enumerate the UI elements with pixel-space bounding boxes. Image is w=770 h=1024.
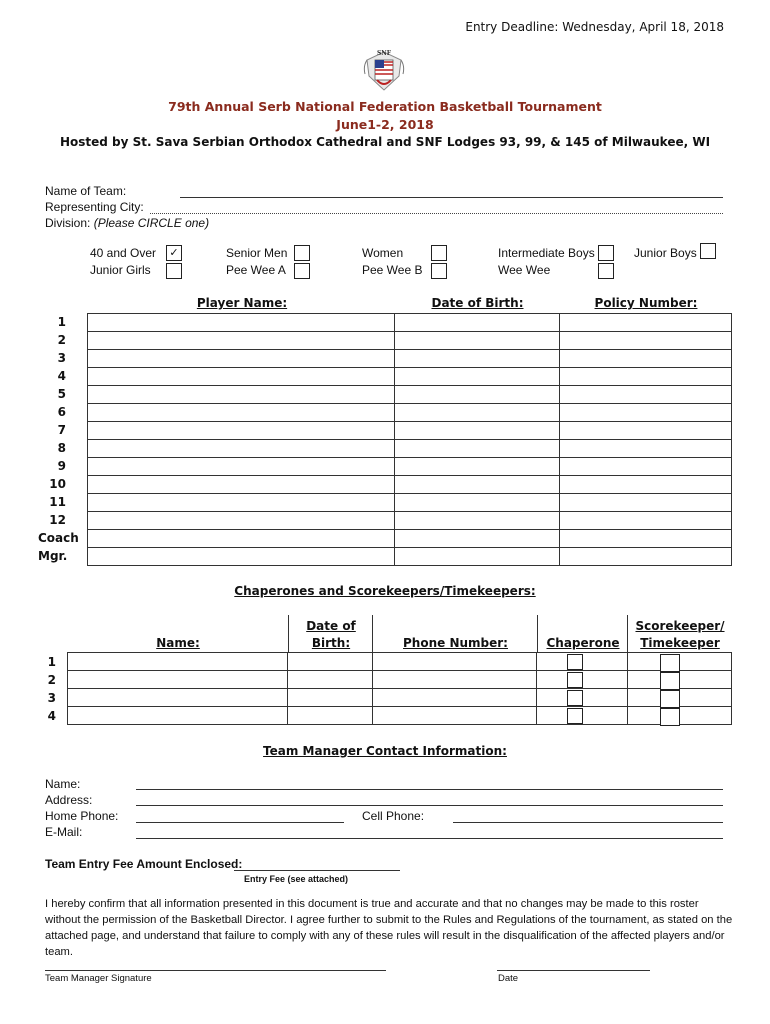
col-player-name: Player Name: <box>196 296 288 310</box>
division-label-women: Women <box>362 246 404 260</box>
chap-phone-cell[interactable] <box>372 707 537 725</box>
player-name-cell[interactable] <box>88 494 395 512</box>
dob-cell[interactable] <box>395 404 559 422</box>
roster-row <box>88 458 732 476</box>
roster-row-label: 9 <box>57 459 66 473</box>
chaperone-row <box>68 671 732 689</box>
division-label-senior-men: Senior Men <box>226 246 288 260</box>
dob-cell[interactable] <box>395 548 559 566</box>
col-chaperone: Chaperone <box>546 636 620 650</box>
division-label-intermediate-boys: Intermediate Boys <box>498 246 595 260</box>
roster-row-label: 3 <box>57 351 66 365</box>
snf-logo <box>359 46 409 96</box>
chaperone-cell <box>537 689 627 707</box>
policy-cell[interactable] <box>559 440 731 458</box>
checkbox-junior-girls[interactable] <box>166 263 182 279</box>
col-scorekeeper-1: Scorekeeper/ <box>635 619 725 633</box>
hosted-by: Hosted by St. Sava Serbian Orthodox Cathedral and SNF Lodges 93, 99, & 145 of Milwaukee, WI <box>59 135 711 149</box>
chap-dob-cell[interactable] <box>288 671 372 689</box>
roster-row-label: 7 <box>57 423 66 437</box>
policy-cell[interactable] <box>559 314 731 332</box>
email-label: E-Mail: <box>45 825 83 839</box>
tournament-dates: June1-2, 2018 <box>336 117 434 132</box>
date-label: Date <box>498 973 519 984</box>
scorekeeper-cell <box>627 707 731 725</box>
roster-row-label: Coach <box>38 531 79 545</box>
cell-phone-field[interactable] <box>453 822 723 823</box>
roster-row-label: 1 <box>57 315 66 329</box>
player-name-cell[interactable] <box>88 350 395 368</box>
chaperone-row-label: 3 <box>47 691 56 705</box>
col-chap-name: Name: <box>156 636 200 650</box>
chaperone-checkbox[interactable] <box>567 672 583 688</box>
col-chap-phone: Phone Number: <box>403 636 508 650</box>
chaperone-row <box>68 653 732 671</box>
player-name-cell[interactable] <box>88 440 395 458</box>
roster-row <box>88 350 732 368</box>
roster-row-label: 2 <box>57 333 66 347</box>
checkbox-women[interactable] <box>431 245 447 261</box>
col-chap-dob-2: Birth: <box>311 636 351 650</box>
player-name-cell[interactable] <box>88 386 395 404</box>
scorekeeper-cell <box>627 671 731 689</box>
dob-cell[interactable] <box>395 494 559 512</box>
scorekeeper-checkbox[interactable] <box>660 654 680 672</box>
chap-dob-cell[interactable] <box>288 653 372 671</box>
checkbox-intermediate-boys[interactable] <box>598 245 614 261</box>
tournament-title: 79th Annual Serb National Federation Basketball Tournament <box>168 99 602 114</box>
manager-name-field[interactable] <box>136 789 723 790</box>
chap-header-divider <box>372 615 373 653</box>
signature-label: Team Manager Signature <box>45 973 152 984</box>
division-note: (Please CIRCLE one) <box>93 216 210 230</box>
chap-name-cell[interactable] <box>68 707 288 725</box>
chaperone-row-label: 4 <box>47 709 56 723</box>
policy-cell[interactable] <box>559 494 731 512</box>
roster-row <box>88 422 732 440</box>
logo-text: SNF <box>376 50 392 57</box>
chaperone-cell <box>537 671 627 689</box>
policy-cell[interactable] <box>559 350 731 368</box>
policy-cell[interactable] <box>559 422 731 440</box>
dob-cell[interactable] <box>395 476 559 494</box>
dob-cell[interactable] <box>395 530 559 548</box>
scorekeeper-checkbox[interactable] <box>660 672 680 690</box>
player-name-cell[interactable] <box>88 458 395 476</box>
checkbox-senior-men[interactable] <box>294 245 310 261</box>
col-policy-number: Policy Number: <box>594 296 698 310</box>
city-field[interactable] <box>150 213 723 214</box>
roster-row-label: 11 <box>49 495 66 509</box>
checkbox-pee-wee-a[interactable] <box>294 263 310 279</box>
home-phone-label: Home Phone: <box>45 809 119 823</box>
dob-cell[interactable] <box>395 386 559 404</box>
roster-row <box>88 512 732 530</box>
chaperone-row-label: 1 <box>47 655 56 669</box>
division-label-pee-wee-b: Pee Wee B <box>362 263 423 277</box>
dob-cell[interactable] <box>395 314 559 332</box>
chap-name-cell[interactable] <box>68 653 288 671</box>
roster-row <box>88 476 732 494</box>
dob-cell[interactable] <box>395 350 559 368</box>
roster-row <box>88 314 732 332</box>
roster-row-label: 4 <box>57 369 66 383</box>
chap-header-divider <box>288 615 289 653</box>
chap-phone-cell[interactable] <box>372 653 537 671</box>
policy-cell[interactable] <box>559 404 731 422</box>
player-name-cell[interactable] <box>88 332 395 350</box>
col-chap-dob-1: Date of <box>306 619 356 633</box>
policy-cell[interactable] <box>559 458 731 476</box>
roster-row <box>88 440 732 458</box>
player-name-cell[interactable] <box>88 548 395 566</box>
division-label-pee-wee-a: Pee Wee A <box>226 263 286 277</box>
chap-dob-cell[interactable] <box>288 689 372 707</box>
roster-row-label: 5 <box>57 387 66 401</box>
scorekeeper-cell <box>627 653 731 671</box>
chap-header-divider <box>537 615 538 653</box>
policy-cell[interactable] <box>559 332 731 350</box>
roster-table <box>87 313 732 566</box>
player-name-cell[interactable] <box>88 368 395 386</box>
checkbox-junior-boys[interactable] <box>700 243 716 259</box>
chap-phone-cell[interactable] <box>372 671 537 689</box>
manager-address-label: Address: <box>45 793 93 807</box>
division-label: Division: <box>45 216 91 230</box>
chaperones-title: Chaperones and Scorekeepers/Timekeepers: <box>234 584 536 598</box>
checkbox-pee-wee-b[interactable] <box>431 263 447 279</box>
chap-name-cell[interactable] <box>68 671 288 689</box>
scorekeeper-checkbox[interactable] <box>660 708 680 726</box>
col-date-of-birth: Date of Birth: <box>431 296 524 310</box>
player-name-cell[interactable] <box>88 512 395 530</box>
policy-cell[interactable] <box>559 512 731 530</box>
dob-cell[interactable] <box>395 422 559 440</box>
dob-cell[interactable] <box>395 368 559 386</box>
dob-cell[interactable] <box>395 512 559 530</box>
roster-row-label: 6 <box>57 405 66 419</box>
checkbox-wee-wee[interactable] <box>598 263 614 279</box>
chap-header-divider <box>627 615 628 653</box>
roster-row <box>88 530 732 548</box>
roster-row <box>88 404 732 422</box>
player-name-cell[interactable] <box>88 476 395 494</box>
dob-cell[interactable] <box>395 458 559 476</box>
fee-label: Team Entry Fee Amount Enclosed: <box>45 857 243 871</box>
scorekeeper-checkbox[interactable] <box>660 690 680 708</box>
policy-cell[interactable] <box>559 530 731 548</box>
division-label-40-over: 40 and Over <box>90 246 157 260</box>
policy-cell[interactable] <box>559 548 731 566</box>
roster-row-label: 8 <box>57 441 66 455</box>
division-row <box>45 216 209 230</box>
manager-title: Team Manager Contact Information: <box>263 744 507 758</box>
dob-cell[interactable] <box>395 440 559 458</box>
chaperone-checkbox[interactable] <box>567 654 583 670</box>
player-name-cell[interactable] <box>88 404 395 422</box>
fee-note: Entry Fee (see attached) <box>244 874 349 884</box>
division-label-wee-wee: Wee Wee <box>498 263 551 277</box>
chap-phone-cell[interactable] <box>372 689 537 707</box>
roster-row <box>88 386 732 404</box>
roster-row-label: 12 <box>49 513 66 527</box>
checkbox-40-over[interactable]: ✓ <box>166 245 182 261</box>
chaperone-checkbox[interactable] <box>567 690 583 706</box>
roster-row <box>88 332 732 350</box>
policy-cell[interactable] <box>559 386 731 404</box>
manager-address-field[interactable] <box>136 805 723 806</box>
division-label-junior-girls: Junior Girls <box>90 263 151 277</box>
division-label-junior-boys: Junior Boys <box>634 246 697 260</box>
confirmation-text: I hereby confirm that all information presented in this document is true and accurate and that no changes may be made to this roster without the permission of the Basketball Director. I agree further to submit to the Rules and Regulations of the tournament, as stated on the attached page, and understand that failure to comply with any of these rules will result in the disqualification of the affected players and/or team. <box>45 898 733 958</box>
player-name-cell[interactable] <box>88 314 395 332</box>
chaperone-table <box>67 652 732 725</box>
manager-name-label: Name: <box>45 777 81 791</box>
chap-name-cell[interactable] <box>68 689 288 707</box>
chaperone-cell <box>537 653 627 671</box>
entry-deadline: Entry Deadline: Wednesday, April 18, 2018 <box>465 20 724 34</box>
dob-cell[interactable] <box>395 332 559 350</box>
signature-field[interactable] <box>45 970 386 971</box>
chaperone-row <box>68 689 732 707</box>
chaperone-row-label: 2 <box>47 673 56 687</box>
roster-row-label: 10 <box>49 477 66 491</box>
policy-cell[interactable] <box>559 476 731 494</box>
scorekeeper-cell <box>627 689 731 707</box>
player-name-cell[interactable] <box>88 422 395 440</box>
chaperone-row <box>68 707 732 725</box>
chaperone-cell <box>537 707 627 725</box>
team-name-label: Name of Team: <box>45 184 127 198</box>
player-name-cell[interactable] <box>88 530 395 548</box>
col-scorekeeper-2: Timekeeper <box>640 636 720 650</box>
fee-amount-field[interactable] <box>234 870 400 871</box>
chap-dob-cell[interactable] <box>288 707 372 725</box>
roster-row-label: Mgr. <box>38 549 68 563</box>
roster-row <box>88 548 732 566</box>
chaperone-checkbox[interactable] <box>567 708 583 724</box>
cell-phone-label: Cell Phone: <box>362 809 425 823</box>
roster-row <box>88 494 732 512</box>
email-field[interactable] <box>136 838 723 839</box>
home-phone-field[interactable] <box>136 822 344 823</box>
date-field[interactable] <box>497 970 650 971</box>
team-name-field[interactable] <box>180 197 723 198</box>
roster-row <box>88 368 732 386</box>
city-label: Representing City: <box>45 200 144 214</box>
policy-cell[interactable] <box>559 368 731 386</box>
